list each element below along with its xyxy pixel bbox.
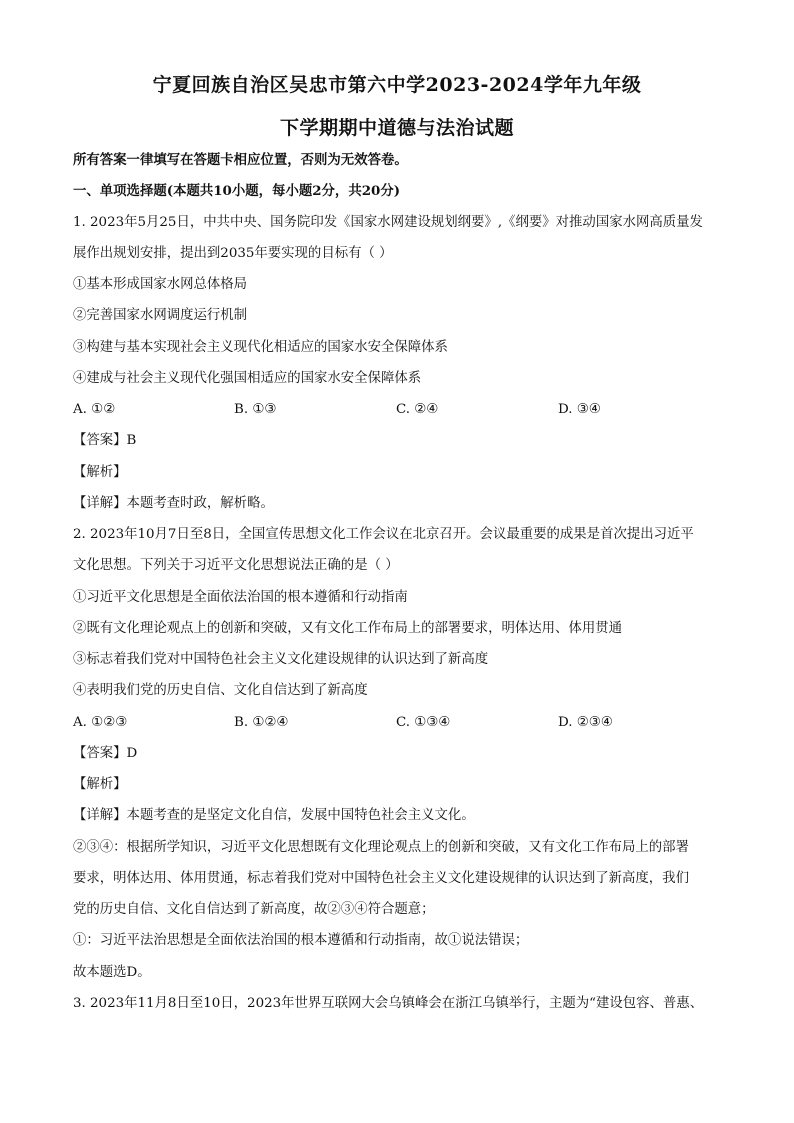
q1-statement-2: ②完善国家水网调度运行机制 [73,308,248,323]
q3-stem-line1: 3. 2023年11月8日至10日，2023年世界互联网大会乌镇峰会在浙江乌镇举行，主题为“建设包容、普惠、 [73,996,704,1011]
q1-option-b: B. ①③ [234,402,277,417]
q1-option-d: D. ③④ [558,402,601,417]
q2-answer: 【答案】D [73,746,138,761]
q2-stem-line2: 文化思想。下列关于习近平文化思想说法正确的是（ ） [73,558,399,573]
q2-option-a: A. ①②③ [73,715,128,730]
q2-statement-2: ②既有文化理论观点上的创新和突破，又有文化工作布局上的部署要求，明体达用、体用贯通 [73,621,623,636]
q1-option-c: C. ②④ [396,402,439,417]
notice: 所有答案一律填写在答题卡相应位置，否则为无效答卷。 [73,152,408,168]
doc-title-line2: 下学期期中道德与法治试题 [279,117,514,139]
q2-detail: 【详解】本题考查的是坚定文化自信，发展中国特色社会主义文化。 [73,808,475,823]
q2-explanation-line5: 故本题选D。 [73,965,151,980]
q2-explanation-line2: 要求，明体达用、体用贯通，标志着我们党对中国特色社会主义文化建设规律的认识达到了新高度，我们 [73,871,689,886]
section-heading: 一、单项选择题(本题共10小题，每小题2分，共20分) [73,183,401,199]
q1-stem-line2: 展作出规划安排，提出到2035年要实现的目标有（ ） [73,246,393,261]
q1-analysis-label: 【解析】 [73,465,127,480]
q2-option-c: C. ①③④ [396,715,451,730]
q2-stem-line1: 2. 2023年10月7日至8日，全国宣传思想文化工作会议在北京召开。会议最重要的成果是首次提出习近平 [73,527,694,542]
q2-statement-1: ①习近平文化思想是全面依法治国的根本遵循和行动指南 [73,590,408,605]
q1-statement-4: ④建成与社会主义现代化强国相适应的国家水安全保障体系 [73,371,422,386]
q2-analysis-label: 【解析】 [73,777,127,792]
q1-statement-3: ③构建与基本实现社会主义现代化相适应的国家水安全保障体系 [73,340,448,355]
q2-option-d: D. ②③④ [558,715,613,730]
q2-explanation-line4: ①：习近平法治思想是全面依法治国的根本遵循和行动指南，故①说法错误； [73,933,529,948]
q2-explanation-line1: ②③④：根据所学知识，习近平文化思想既有文化理论观点上的创新和突破，又有文化工作布局上的部署 [73,840,689,855]
q1-detail: 【详解】本题考查时政，解析略。 [73,496,274,511]
q2-option-b: B. ①②④ [234,715,289,730]
doc-title-line1: 宁夏回族自治区吴忠市第六中学2023-2024学年九年级 [152,74,642,96]
q1-stem-line1: 1. 2023年5月25日，中共中央、国务院印发《国家水网建设规划纲要》,《纲要》对推动国家水网高质量发 [73,215,703,230]
q1-statement-1: ①基本形成国家水网总体格局 [73,277,248,292]
q2-statement-4: ④表明我们党的历史自信、文化自信达到了新高度 [73,683,368,698]
q1-answer: 【答案】B [73,433,137,448]
q2-statement-3: ③标志着我们党对中国特色社会主义文化建设规律的认识达到了新高度 [73,652,489,667]
q1-option-a: A. ①② [73,402,116,417]
q2-explanation-line3: 党的历史自信、文化自信达到了新高度，故②③④符合题意； [73,902,435,917]
